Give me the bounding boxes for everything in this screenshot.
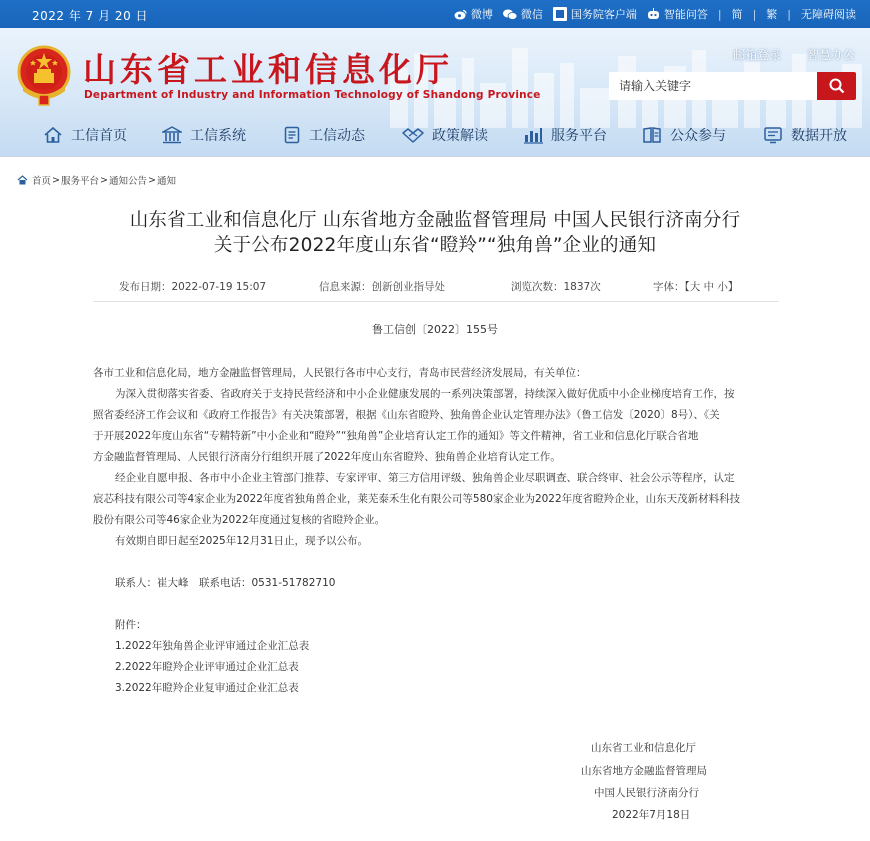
document-number: 鲁工信创〔2022〕155号	[372, 323, 498, 336]
breadcrumb-service-platform[interactable]: 服务平台	[60, 176, 99, 187]
paragraph: 宸芯科技有限公司等4家企业为2022年度省独角兽企业，莱芜泰禾生化有限公司等580家企业为2022年度省瞪羚企业，山东天茂新材料科技	[93, 493, 741, 505]
current-date: 2022 年 7 月 20 日	[32, 9, 149, 23]
attachment-link[interactable]: 2.2022年瞪羚企业评审通过企业汇总表	[115, 661, 299, 673]
wechat-link[interactable]: 微信	[503, 6, 543, 22]
breadcrumb-notice[interactable]: 通知	[156, 176, 176, 187]
wechat-icon	[503, 9, 517, 20]
nav-service-platform[interactable]: 服务平台	[523, 118, 607, 152]
separator: |	[787, 7, 791, 21]
nav-policy[interactable]: 政策解读	[402, 118, 488, 152]
state-council-app-link[interactable]: 国务院客户端	[553, 6, 637, 22]
home-icon	[17, 175, 28, 185]
signature-line: 山东省地方金融监督管理局	[581, 765, 707, 777]
nav-public-participation[interactable]: 公众参与	[642, 118, 726, 152]
signature-date: 2022年7月18日	[612, 809, 691, 821]
contact-info: 联系人：崔大峰 联系电话：0531-51782710	[115, 577, 336, 589]
search-box	[609, 72, 856, 100]
breadcrumb-separator: >	[147, 174, 156, 186]
state-council-icon	[553, 7, 567, 21]
attachments-label: 附件：	[115, 619, 147, 631]
font-size-control[interactable]: 字体：【大 中 小】	[653, 281, 739, 293]
paragraph: 于开展2022年度山东省“专精特新”中小企业和“瞪羚”“独角兽”企业培育认定工作的通知》等文件精神，省工业和信息化厅联合省地	[93, 430, 699, 442]
handshake-icon	[402, 126, 424, 144]
article-title-line1: 山东省工业和信息化厅 山东省地方金融监督管理局 中国人民银行济南分行	[129, 210, 741, 231]
breadcrumb-separator: >	[100, 174, 108, 186]
paragraph: 股份有限公司等46家企业为2022年度通过复核的省瞪羚企业。	[93, 514, 386, 526]
top-links	[444, 0, 856, 28]
search-icon	[829, 78, 845, 94]
search-input[interactable]	[609, 72, 817, 100]
bar-chart-icon	[523, 126, 543, 144]
paragraph: 有效期自即日起至2025年12月31日止，现予以公布。	[115, 535, 368, 547]
book-icon	[642, 126, 662, 144]
article-meta	[93, 276, 779, 302]
paragraph: 经企业自愿申报、各市中小企业主管部门推荐、专家评审、第三方信用评级、独角兽企业尽职调查、联合终审、社会公示等程序，认定	[115, 472, 735, 484]
article-title-line2: 关于公布2022年度山东省“瞪羚”“独角兽”企业的通知	[213, 235, 657, 256]
building-icon	[162, 126, 182, 144]
smart-office-link[interactable]: 智慧办公	[806, 48, 855, 62]
home-icon	[43, 126, 63, 144]
signature-line: 山东省工业和信息化厅	[591, 742, 696, 754]
view-count: 浏览次数：1837次	[511, 281, 601, 293]
nav-system[interactable]: 工信系统	[162, 118, 246, 152]
paragraph: 为深入贯彻落实省委、省政府关于支持民营经济和中小企业健康发展的一系列决策部署，持续深入做好优质中小企业梯度培育工作，按	[115, 388, 735, 400]
paragraph: 方金融监督管理局、人民银行济南分行组织开展了2022年度山东省瞪羚、独角兽企业培育认定工作。	[93, 451, 561, 463]
data-screen-icon	[763, 126, 783, 144]
search-button[interactable]	[817, 72, 856, 100]
separator: |	[752, 7, 757, 21]
nav-home[interactable]: 工信首页	[43, 118, 127, 152]
site-title: 山东省工业和信息化厅	[83, 50, 453, 89]
weibo-link[interactable]: 微博	[454, 6, 493, 22]
header-divider	[0, 156, 870, 157]
article-title	[0, 208, 870, 258]
main-nav	[0, 118, 870, 152]
breadcrumb-home[interactable]: 首页	[32, 176, 52, 187]
weibo-icon	[454, 9, 467, 20]
simplified-chinese-link[interactable]: 简	[731, 8, 743, 21]
paragraph: 各市工业和信息化局，地方金融监督管理局，人民银行各市中心支行，青岛市民营经济发展局，有关单位：	[93, 367, 587, 379]
attachment-link[interactable]: 3.2022年瞪羚企业复审通过企业汇总表	[115, 682, 299, 694]
site-subtitle: Department of Industry and Information Technology of Shandong Province	[84, 89, 541, 101]
smart-qa-link[interactable]: 智能问答	[647, 6, 708, 22]
article-body	[93, 363, 783, 699]
traditional-chinese-link[interactable]: 繁	[766, 8, 778, 21]
info-source: 信息来源：创新创业指导处	[319, 281, 445, 293]
attachment-link[interactable]: 1.2022年独角兽企业评审通过企业汇总表	[115, 640, 310, 652]
nav-news[interactable]: 工信动态	[283, 118, 365, 152]
publish-date: 发布日期：2022-07-19 15:07	[119, 281, 267, 293]
national-emblem-logo	[15, 43, 73, 107]
header-links	[711, 46, 855, 63]
paragraph: 照省委经济工作会议和《政府工作报告》有关决策部署，根据《山东省瞪羚、独角兽企业认定管理办法》（鲁工信发〔2020〕8号）、《关	[93, 409, 720, 421]
signature-line: 中国人民银行济南分行	[594, 787, 699, 799]
accessibility-link[interactable]: 无障碍阅读	[801, 8, 856, 21]
document-icon	[283, 126, 301, 144]
separator: |	[717, 7, 722, 21]
top-bar	[0, 0, 870, 28]
mailbox-login-link[interactable]: 邮箱登录	[733, 48, 782, 62]
nav-open-data[interactable]: 数据开放	[763, 118, 847, 152]
breadcrumb-announcements[interactable]: 通知公告	[108, 176, 147, 187]
site-header	[0, 28, 870, 156]
robot-icon	[647, 8, 660, 20]
breadcrumb-separator: >	[52, 174, 60, 186]
breadcrumb	[17, 173, 176, 187]
